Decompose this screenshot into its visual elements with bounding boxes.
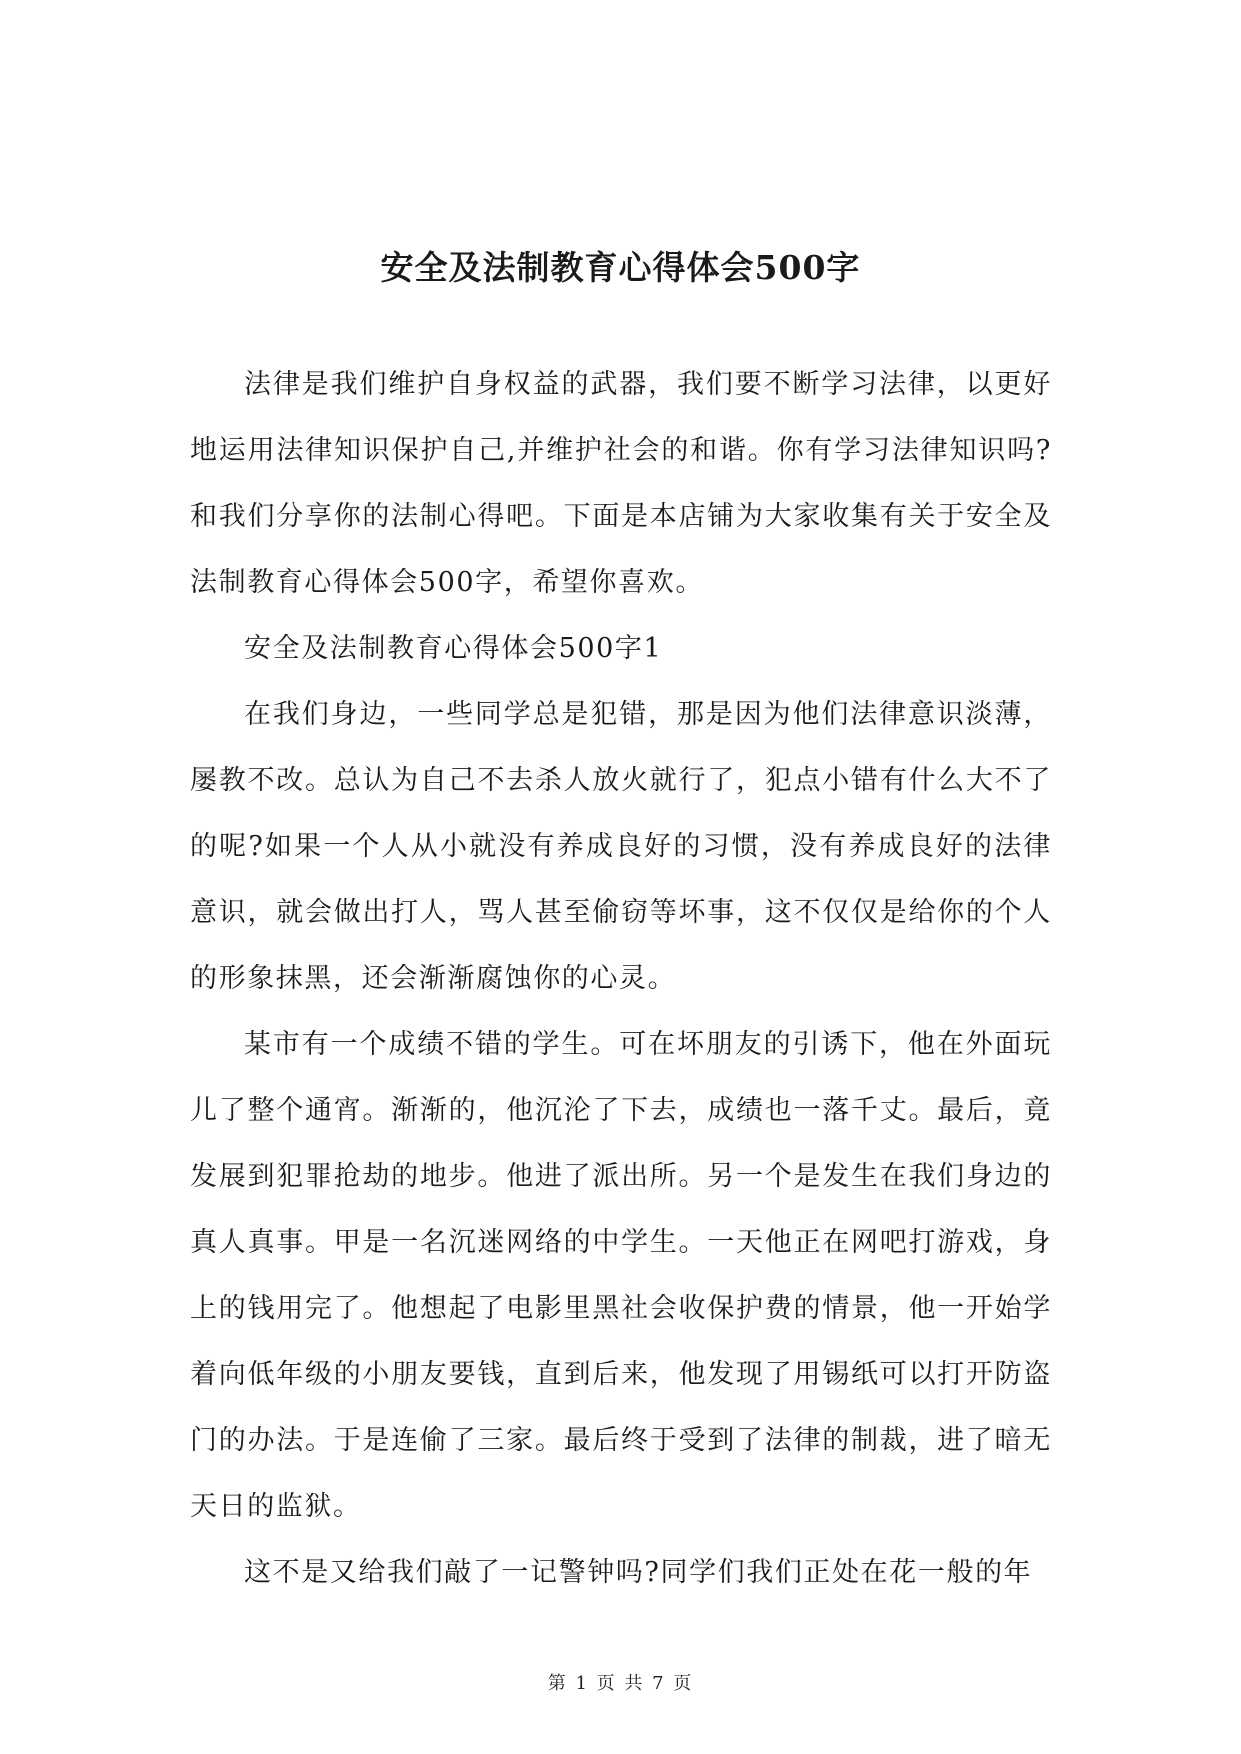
body-paragraph: 这不是又给我们敲了一记警钟吗?同学们我们正处在花一般的年 [244, 1557, 1033, 1588]
intro-paragraph: 法律是我们维护自身权益的武器，我们要不断学习法律，以更好地运用法律知识保护自己,并维护社会的和谐。你有学习法律知识吗?和我们分享你的法制心得吧。下面是本店铺为大家收集有关于安全及法制教育心得体会500字，希望你喜欢。 [190, 369, 1052, 598]
section-heading: 安全及法制教育心得体会500字1 [244, 633, 663, 664]
body-paragraph: 在我们身边，一些同学总是犯错，那是因为他们法律意识淡薄，屡教不改。总认为自己不去杀人放火就行了，犯点小错有什么大不了的呢?如果一个人从小就没有养成良好的习惯，没有养成良好的法律意识，就会做出打人，骂人甚至偷窃等坏事，这不仅仅是给你的个人的形象抹黑，还会渐渐腐蚀你的心灵。 [190, 699, 1052, 994]
page-number-footer: 第 1 页 共 7 页 [547, 1673, 694, 1694]
document-body [190, 352, 1052, 1606]
document-title: 安全及法制教育心得体会500字 [380, 248, 861, 288]
body-paragraph: 某市有一个成绩不错的学生。可在坏朋友的引诱下，他在外面玩儿了整个通宵。渐渐的，他沉沦了下去，成绩也一落千丈。最后，竟发展到犯罪抢劫的地步。他进了派出所。另一个是发生在我们身边的真人真事。甲是一名沉迷网络的中学生。一天他正在网吧打游戏，身上的钱用完了。他想起了电影里黑社会收保护费的情景，他一开始学着向低年级的小朋友要钱，直到后来，他发现了用锡纸可以打开防盗门的办法。于是连偷了三家。最后终于受到了法律的制裁，进了暗无天日的监狱。 [190, 1029, 1052, 1522]
